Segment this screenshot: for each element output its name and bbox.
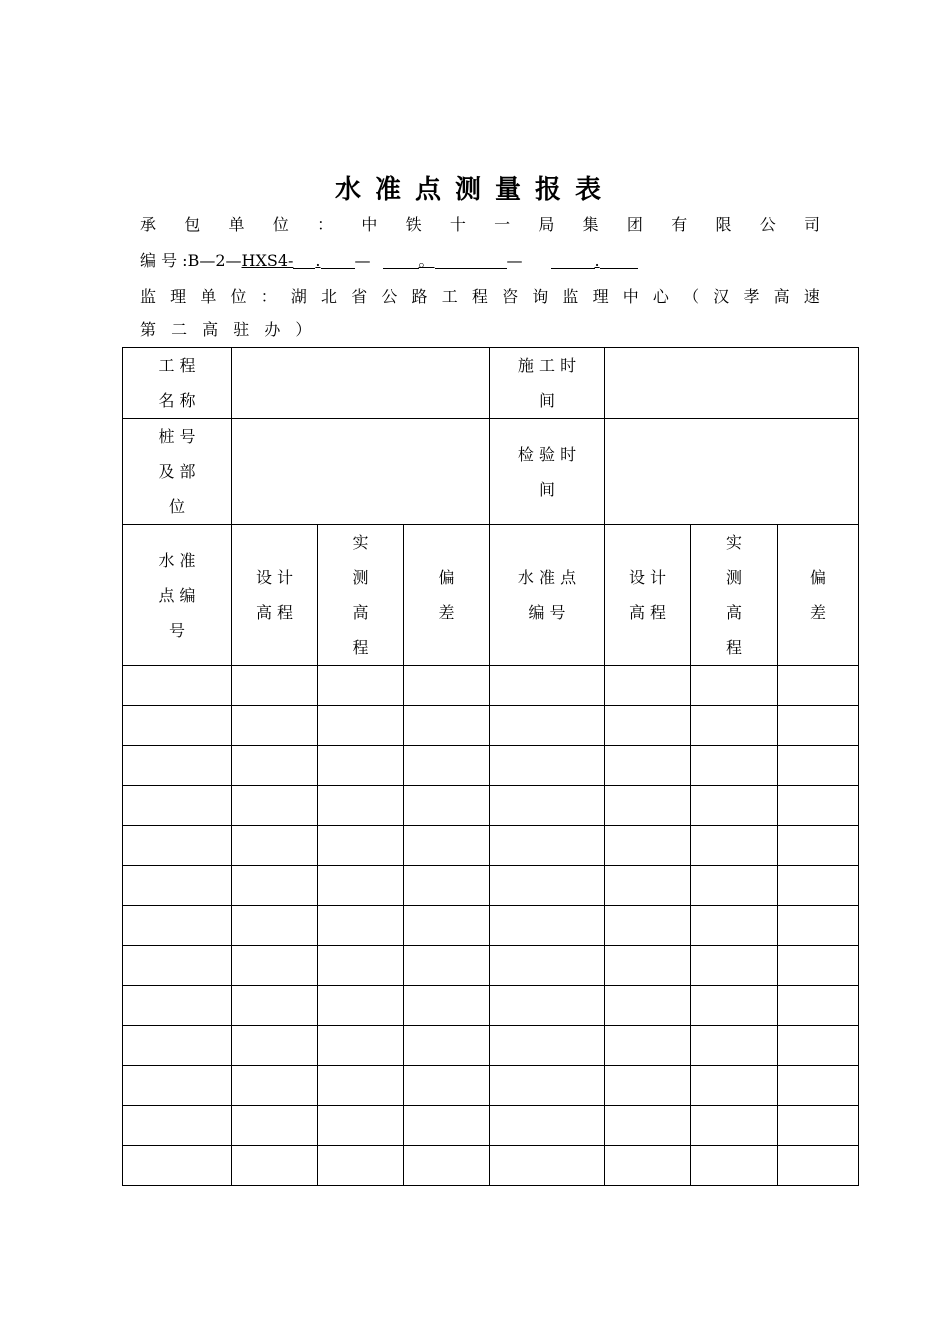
supervisor-line-2: 第 二 高 驻 办 ） xyxy=(140,320,317,339)
table-row xyxy=(123,1146,859,1186)
char: 十 xyxy=(449,215,466,234)
char: 局 xyxy=(538,215,555,234)
construction-time-field[interactable] xyxy=(605,348,859,419)
table-row xyxy=(123,706,859,746)
code-part: . xyxy=(315,251,321,270)
char: 监 xyxy=(140,287,157,306)
table-row xyxy=(123,986,859,1026)
table-cell[interactable] xyxy=(232,1026,318,1066)
header-deviation-right: 偏 差 xyxy=(778,525,859,666)
char: 限 xyxy=(715,215,732,234)
table-cell[interactable] xyxy=(691,666,778,706)
table-cell[interactable] xyxy=(232,986,318,1026)
table-cell[interactable] xyxy=(490,866,605,906)
char: 理 xyxy=(592,287,609,306)
table-cell[interactable] xyxy=(490,746,605,786)
table-cell[interactable] xyxy=(691,986,778,1026)
code-part: — xyxy=(506,251,523,270)
station-part-field[interactable] xyxy=(232,419,490,525)
table-cell[interactable] xyxy=(232,866,318,906)
table-row xyxy=(123,746,859,786)
char: 北 xyxy=(321,287,338,306)
table-cell[interactable] xyxy=(232,746,318,786)
char: 监 xyxy=(562,287,579,306)
char: 有 xyxy=(671,215,688,234)
table-cell[interactable] xyxy=(123,1026,232,1066)
table-cell[interactable] xyxy=(778,786,859,826)
table-cell[interactable] xyxy=(605,906,691,946)
table-cell[interactable] xyxy=(605,1066,691,1106)
table-cell[interactable] xyxy=(605,746,691,786)
char: 公 xyxy=(759,215,776,234)
table-cell[interactable] xyxy=(123,666,232,706)
project-name-field[interactable] xyxy=(232,348,490,419)
table-cell[interactable] xyxy=(404,666,490,706)
measurement-table xyxy=(122,347,859,1186)
construction-time-label: 施 工 时 间 xyxy=(490,348,605,419)
table-cell[interactable] xyxy=(605,1146,691,1186)
table-cell[interactable] xyxy=(778,666,859,706)
table-cell[interactable] xyxy=(691,946,778,986)
char: （ xyxy=(683,287,700,306)
char: 中 xyxy=(622,287,639,306)
char: 高 xyxy=(773,287,790,306)
table-cell[interactable] xyxy=(123,906,232,946)
table-cell[interactable] xyxy=(123,786,232,826)
char: 心 xyxy=(652,287,669,306)
table-row xyxy=(123,786,859,826)
char: 团 xyxy=(626,215,643,234)
table-cell[interactable] xyxy=(404,1106,490,1146)
table-cell[interactable] xyxy=(778,746,859,786)
table-cell[interactable] xyxy=(605,786,691,826)
table-cell[interactable] xyxy=(691,786,778,826)
table-cell[interactable] xyxy=(232,1146,318,1186)
char: 咨 xyxy=(502,287,519,306)
table-cell[interactable] xyxy=(691,706,778,746)
table-cell[interactable] xyxy=(605,866,691,906)
table-cell[interactable] xyxy=(778,866,859,906)
char: 位 xyxy=(272,215,289,234)
table-cell[interactable] xyxy=(778,986,859,1026)
table-cell[interactable] xyxy=(778,946,859,986)
table-cell[interactable] xyxy=(691,906,778,946)
table-cell[interactable] xyxy=(123,826,232,866)
char: 位 xyxy=(230,287,247,306)
table-cell[interactable] xyxy=(605,986,691,1026)
char: 路 xyxy=(411,287,428,306)
table-cell[interactable] xyxy=(318,1146,404,1186)
table-cell[interactable] xyxy=(232,906,318,946)
table-cell[interactable] xyxy=(490,906,605,946)
char: 询 xyxy=(532,287,549,306)
table-cell[interactable] xyxy=(404,746,490,786)
table-cell[interactable] xyxy=(318,746,404,786)
char: 铁 xyxy=(405,215,422,234)
table-cell[interactable] xyxy=(318,946,404,986)
table-cell[interactable] xyxy=(490,786,605,826)
table-cell[interactable] xyxy=(232,786,318,826)
table-cell[interactable] xyxy=(490,666,605,706)
table-row xyxy=(123,1026,859,1066)
table-cell[interactable] xyxy=(490,1106,605,1146)
char: 孝 xyxy=(743,287,760,306)
char: 汉 xyxy=(713,287,730,306)
char: 包 xyxy=(184,215,201,234)
table-cell[interactable] xyxy=(778,1146,859,1186)
table-cell[interactable] xyxy=(691,1106,778,1146)
code-label: 编 号 :B—2— xyxy=(140,251,242,270)
header-deviation: 偏 差 xyxy=(404,525,490,666)
header-bm-no-right: 水 准 点 编 号 xyxy=(490,525,605,666)
char: 公 xyxy=(381,287,398,306)
table-cell[interactable] xyxy=(318,906,404,946)
char: 集 xyxy=(582,215,599,234)
table-cell[interactable] xyxy=(691,1026,778,1066)
table-cell[interactable] xyxy=(691,1066,778,1106)
char: 工 xyxy=(441,287,458,306)
station-part-label: 桩 号 及 部 位 xyxy=(123,419,232,525)
table-cell[interactable] xyxy=(778,706,859,746)
table-cell[interactable] xyxy=(778,826,859,866)
char: 省 xyxy=(351,287,368,306)
char: ： xyxy=(260,287,277,306)
code-part: 。 xyxy=(418,251,435,270)
table-cell[interactable] xyxy=(318,866,404,906)
table-cell[interactable] xyxy=(605,1106,691,1146)
code-part: . xyxy=(594,251,600,270)
supervisor-line xyxy=(140,286,820,308)
table-cell[interactable] xyxy=(318,1106,404,1146)
table-row xyxy=(123,826,859,866)
char: 湖 xyxy=(290,287,307,306)
table-cell[interactable] xyxy=(778,1026,859,1066)
table-cell[interactable] xyxy=(490,1146,605,1186)
table-cell[interactable] xyxy=(318,1026,404,1066)
table-cell[interactable] xyxy=(123,1106,232,1146)
table-cell[interactable] xyxy=(123,946,232,986)
table-cell[interactable] xyxy=(404,946,490,986)
char: 承 xyxy=(140,215,157,234)
table-cell[interactable] xyxy=(404,986,490,1026)
table-row xyxy=(123,866,859,906)
table-cell[interactable] xyxy=(404,706,490,746)
table-cell[interactable] xyxy=(404,1146,490,1186)
table-cell[interactable] xyxy=(123,1146,232,1186)
table-cell[interactable] xyxy=(404,826,490,866)
table-cell[interactable] xyxy=(404,1026,490,1066)
table-cell[interactable] xyxy=(490,826,605,866)
char: 单 xyxy=(228,215,245,234)
table-cell[interactable] xyxy=(123,866,232,906)
table-cell[interactable] xyxy=(404,1066,490,1106)
char: 司 xyxy=(803,215,820,234)
table-cell[interactable] xyxy=(232,826,318,866)
table-cell[interactable] xyxy=(691,826,778,866)
table-cell[interactable] xyxy=(490,946,605,986)
table-cell[interactable] xyxy=(123,1066,232,1106)
header-design-elev-right: 设 计 高 程 xyxy=(605,525,691,666)
table-cell[interactable] xyxy=(318,706,404,746)
table-cell[interactable] xyxy=(123,986,232,1026)
table-row xyxy=(123,946,859,986)
table-cell[interactable] xyxy=(605,1026,691,1066)
table-cell[interactable] xyxy=(691,746,778,786)
table-cell[interactable] xyxy=(778,1106,859,1146)
code-line xyxy=(140,250,820,272)
table-cell[interactable] xyxy=(490,1066,605,1106)
table-cell[interactable] xyxy=(232,946,318,986)
table-cell[interactable] xyxy=(605,946,691,986)
table-cell[interactable] xyxy=(605,826,691,866)
table-cell[interactable] xyxy=(318,666,404,706)
char: 速 xyxy=(803,287,820,306)
code-part: — xyxy=(354,251,371,270)
table-cell[interactable] xyxy=(490,986,605,1026)
table-cell[interactable] xyxy=(404,866,490,906)
char: 理 xyxy=(170,287,187,306)
char: 程 xyxy=(471,287,488,306)
project-name-label: 工 程 名 称 xyxy=(123,348,232,419)
table-cell[interactable] xyxy=(232,1106,318,1146)
table-cell[interactable] xyxy=(778,906,859,946)
table-cell[interactable] xyxy=(404,786,490,826)
table-cell[interactable] xyxy=(490,1026,605,1066)
table-row xyxy=(123,1106,859,1146)
table-cell[interactable] xyxy=(691,1146,778,1186)
inspection-time-label: 检 验 时 间 xyxy=(490,419,605,525)
table-cell[interactable] xyxy=(605,666,691,706)
table-cell[interactable] xyxy=(318,986,404,1026)
header-measured-elev-right: 实 测 高 程 xyxy=(691,525,778,666)
table-cell[interactable] xyxy=(123,706,232,746)
char: 单 xyxy=(200,287,217,306)
header-bm-no: 水 准 点 编 号 xyxy=(123,525,232,666)
char: 中 xyxy=(361,215,378,234)
table-cell[interactable] xyxy=(605,706,691,746)
table-cell[interactable] xyxy=(232,1066,318,1106)
inspection-time-field[interactable] xyxy=(605,419,859,525)
header-measured-elev: 实 测 高 程 xyxy=(318,525,404,666)
table-cell[interactable] xyxy=(691,866,778,906)
char: 一 xyxy=(494,215,511,234)
char: ： xyxy=(317,215,334,234)
table-cell[interactable] xyxy=(490,706,605,746)
code-underlined: HXS4- xyxy=(241,251,294,270)
table-cell[interactable] xyxy=(318,1066,404,1106)
header-design-elev: 设 计 高 程 xyxy=(232,525,318,666)
table-row xyxy=(123,666,859,706)
table-cell[interactable] xyxy=(123,746,232,786)
table-cell[interactable] xyxy=(318,826,404,866)
table-cell[interactable] xyxy=(232,706,318,746)
table-cell[interactable] xyxy=(778,1066,859,1106)
table-cell[interactable] xyxy=(404,906,490,946)
table-cell[interactable] xyxy=(232,666,318,706)
table-cell[interactable] xyxy=(318,786,404,826)
report-title: 水准点测量报表 xyxy=(334,175,615,205)
contractor-line xyxy=(140,214,820,236)
table-row xyxy=(123,906,859,946)
table-row xyxy=(123,1066,859,1106)
